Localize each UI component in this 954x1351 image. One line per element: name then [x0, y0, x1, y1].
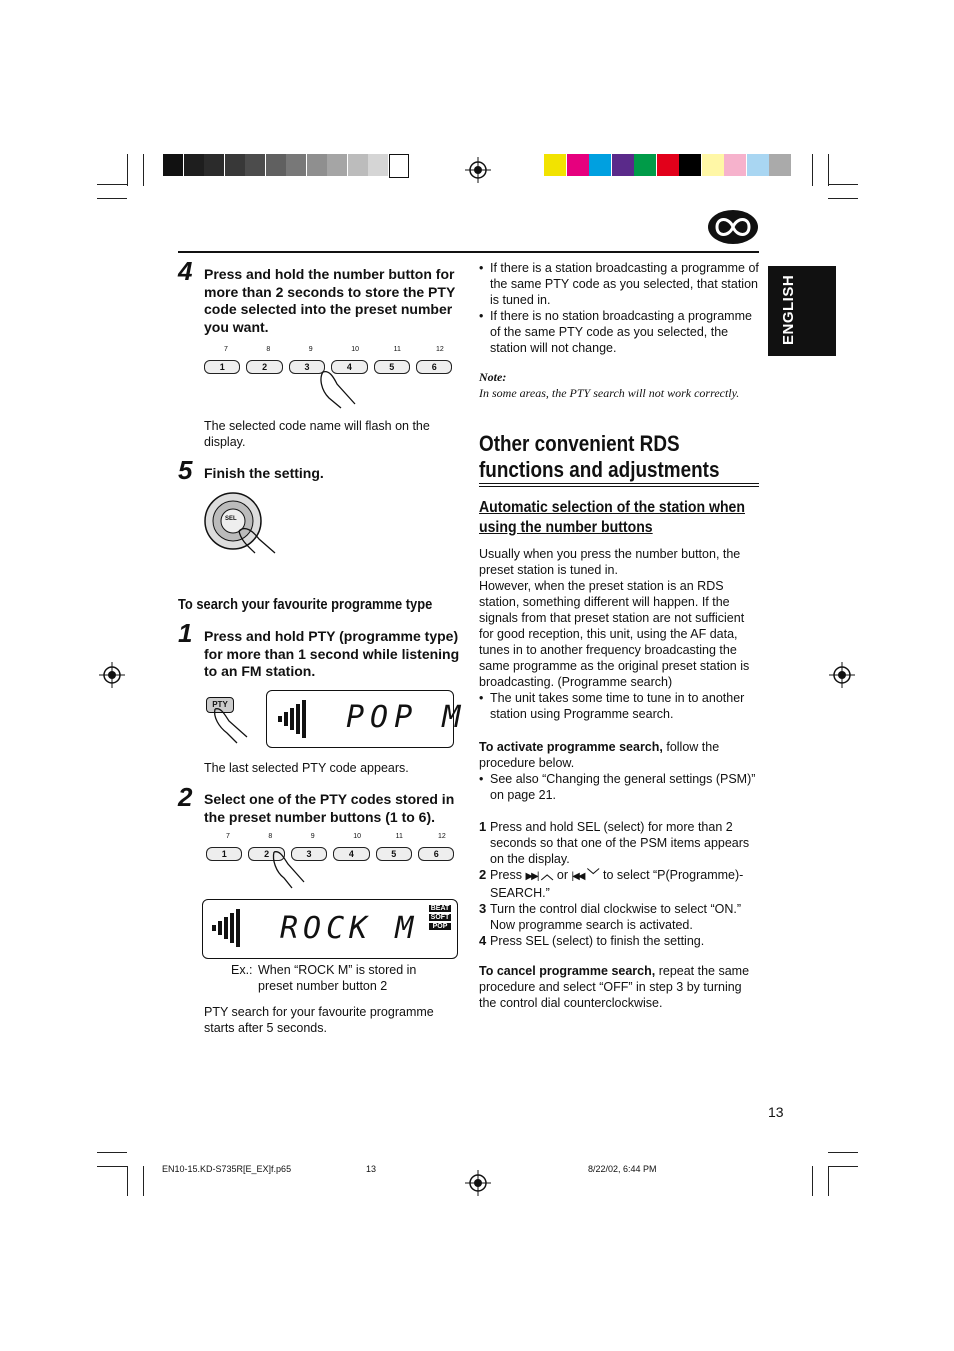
bullet-item: • If there is no station broadcasting a programme of the same PTY code as you selected, the station will not change.: [479, 308, 759, 356]
cancel-section: [479, 963, 761, 1011]
color-swatch: [307, 154, 327, 176]
bullets-top: [479, 260, 759, 356]
down-chevron-icon: ﹀: [586, 868, 600, 882]
color-swatch: [589, 154, 611, 176]
step-4-instruction: Press and hold the number button for more than 2 seconds to store the PTY code selected into the preset number you want.: [204, 266, 456, 335]
page-number: 13: [768, 1104, 784, 1120]
color-swatch: [327, 154, 347, 176]
step-2-instruction: Select one of the PTY codes stored in the preset number buttons (1 to 6).: [204, 791, 455, 825]
preset-alt-number: 12: [438, 833, 446, 840]
preset-button-4[interactable]: 4: [333, 847, 369, 861]
color-swatch: [286, 154, 306, 176]
registration-target-icon: [465, 1170, 491, 1196]
color-swatch: [567, 154, 589, 176]
eq-mode-labels: [429, 905, 451, 930]
step-number: 4: [479, 933, 487, 948]
preset-button-1[interactable]: 1: [206, 847, 242, 861]
paragraph: However, when the preset station is an RDS station, something different will happen. If the signals from that preset station are not sufficient for good reception, this unit, using the AF data, tunes in to another frequency broadcasting the same programme as the original preset station is broadcasting. (Programme search): [479, 579, 750, 689]
preset-button-6[interactable]: 6: [418, 847, 454, 861]
level-meter-icon: [276, 696, 312, 742]
activate-section: [479, 739, 761, 803]
level-meter-icon: [210, 905, 246, 951]
activate-steps: [479, 819, 761, 949]
footer-file: EN10-15.KD-S735R[E_EX]f.p65: [162, 1164, 292, 1174]
section-title-rule: [479, 483, 759, 484]
language-tab: [768, 266, 836, 356]
preset-alt-number: 10: [351, 346, 359, 353]
lcd-text: ROCK M: [280, 911, 419, 946]
color-swatch: [747, 154, 769, 176]
rds-logo-icon: [707, 209, 759, 245]
color-swatch: [634, 154, 656, 176]
header-rule: [178, 251, 759, 253]
preset-alt-number: 7: [224, 346, 228, 353]
color-swatch: [163, 154, 183, 176]
footer-page: 13: [366, 1164, 377, 1174]
sel-dial-icon: [201, 491, 281, 561]
step-4-caption: The selected code name will flash on the display.: [204, 419, 430, 449]
preset-button-3[interactable]: 3: [289, 360, 325, 374]
activate-heading: To activate programme search,: [479, 740, 663, 754]
step-number: 1: [479, 819, 487, 834]
preset-alt-number: 8: [266, 346, 271, 353]
bullet-item: • If there is a station broadcasting a programme of the same PTY code as you selected, that station is tuned in.: [479, 260, 759, 308]
preset-button-3[interactable]: 3: [291, 847, 327, 861]
color-swatch: [724, 154, 746, 176]
preset-alt-number: 11: [395, 833, 403, 840]
step-number: 2: [479, 867, 487, 882]
preset-alt-number: 8: [268, 833, 273, 840]
color-swatch: [348, 154, 368, 176]
step-text: Press and hold SEL (select) for more than 2 seconds so that one of the PSM items appears on the display.: [490, 820, 750, 866]
preset-alt-number: 7: [226, 833, 230, 840]
prev-track-icon: |◀◀: [571, 871, 584, 882]
note-label: Note:: [479, 370, 507, 384]
step-2-caption: PTY search for your favourite programme starts after 5 seconds.: [204, 1005, 434, 1035]
step-number: 1: [178, 618, 193, 648]
note-text: In some areas, the PTY search will not work correctly.: [479, 386, 740, 400]
step-text: Press SEL (select) to finish the setting.: [490, 934, 705, 948]
registration-target-icon: [99, 662, 125, 688]
preset-button-5[interactable]: 5: [376, 847, 412, 861]
preset-button-1[interactable]: 1: [204, 360, 240, 374]
finger-press-icon: [211, 707, 251, 745]
finger-press-icon: [315, 368, 360, 410]
step-text: Press: [490, 868, 522, 882]
color-swatch: [657, 154, 679, 176]
cancel-text: repeat the same procedure and select “OFF” in step 3 by turning the control dial counterclockwise.: [479, 964, 750, 1010]
next-track-icon: ▶▶|: [525, 871, 538, 882]
language-tab-label: ENGLISH: [780, 274, 797, 345]
preset-button-6[interactable]: 6: [416, 360, 452, 374]
footer-date: 8/22/02, 6:44 PM: [588, 1164, 657, 1174]
sel-label: SEL: [225, 516, 237, 522]
cancel-heading: To cancel programme search,: [479, 964, 656, 978]
search-heading: To search your favourite programme type: [178, 596, 433, 613]
preset-alt-number: 11: [393, 346, 401, 353]
step-text: Turn the control dial clockwise to select “ON.” Now programme search is activated.: [490, 902, 742, 932]
registration-target-icon: [465, 157, 491, 183]
color-swatch: [225, 154, 245, 176]
color-swatch: [679, 154, 701, 176]
color-swatch: [544, 154, 566, 176]
example-label: Ex.:: [231, 963, 253, 977]
paragraph: Usually when you press the number button, the preset station is tuned in.: [479, 547, 741, 577]
color-swatch: [184, 154, 204, 176]
step-number: 5: [178, 455, 193, 485]
preset-button-4[interactable]: 4: [331, 360, 367, 374]
section-title: Other convenient RDS functions and adjustments: [479, 431, 720, 482]
color-swatch: [702, 154, 724, 176]
preset-button-5[interactable]: 5: [374, 360, 410, 374]
intro-text: [479, 546, 761, 722]
preset-button-2[interactable]: 2: [248, 847, 284, 861]
finger-press-icon: [270, 850, 310, 890]
eq-label: SOFT: [430, 914, 450, 921]
color-swatch: [368, 154, 388, 176]
color-swatch: [389, 154, 409, 178]
activate-text: follow the procedure below.: [479, 740, 720, 770]
eq-label: BEAT: [430, 905, 450, 912]
step-1-caption: The last selected PTY code appears.: [204, 761, 409, 775]
preset-alt-number: 12: [436, 346, 444, 353]
preset-alt-number: 9: [310, 833, 315, 840]
step-number: 4: [178, 256, 193, 286]
color-swatch: [204, 154, 224, 176]
step-text: to select “P(Programme)-SEARCH.”: [490, 868, 744, 900]
preset-buttons-diagram: [202, 830, 457, 890]
color-swatch: [266, 154, 286, 176]
subsection-title: Automatic selection of the station when using the number buttons: [479, 499, 745, 536]
bullet-item: • See also “Changing the general settings (PSM)” on page 21.: [479, 771, 761, 803]
color-swatch: [245, 154, 265, 176]
color-swatch: [769, 154, 791, 176]
eq-label: POP: [429, 923, 451, 930]
up-chevron-icon: ︿: [540, 868, 554, 882]
example-text: When “ROCK M” is stored in preset number button 2: [258, 963, 417, 993]
preset-alt-number: 10: [353, 833, 361, 840]
step-number: 3: [479, 901, 487, 916]
color-swatch: [612, 154, 634, 176]
registration-target-icon: [829, 662, 855, 688]
step-text: or: [556, 868, 569, 882]
step-1-instruction: Press and hold PTY (programme type) for more than 1 second while listening to an FM station.: [204, 628, 460, 679]
bullet-item: • The unit takes some time to tune in to another station using Programme search.: [479, 690, 761, 722]
preset-alt-number: 9: [308, 346, 313, 353]
step-number: 2: [178, 782, 193, 812]
preset-button-2[interactable]: 2: [246, 360, 282, 374]
step-5-instruction: Finish the setting.: [204, 465, 324, 481]
pty-button-label: PTY: [212, 700, 228, 709]
section-title-rule: [479, 486, 759, 487]
lcd-text: POP M: [346, 700, 467, 735]
